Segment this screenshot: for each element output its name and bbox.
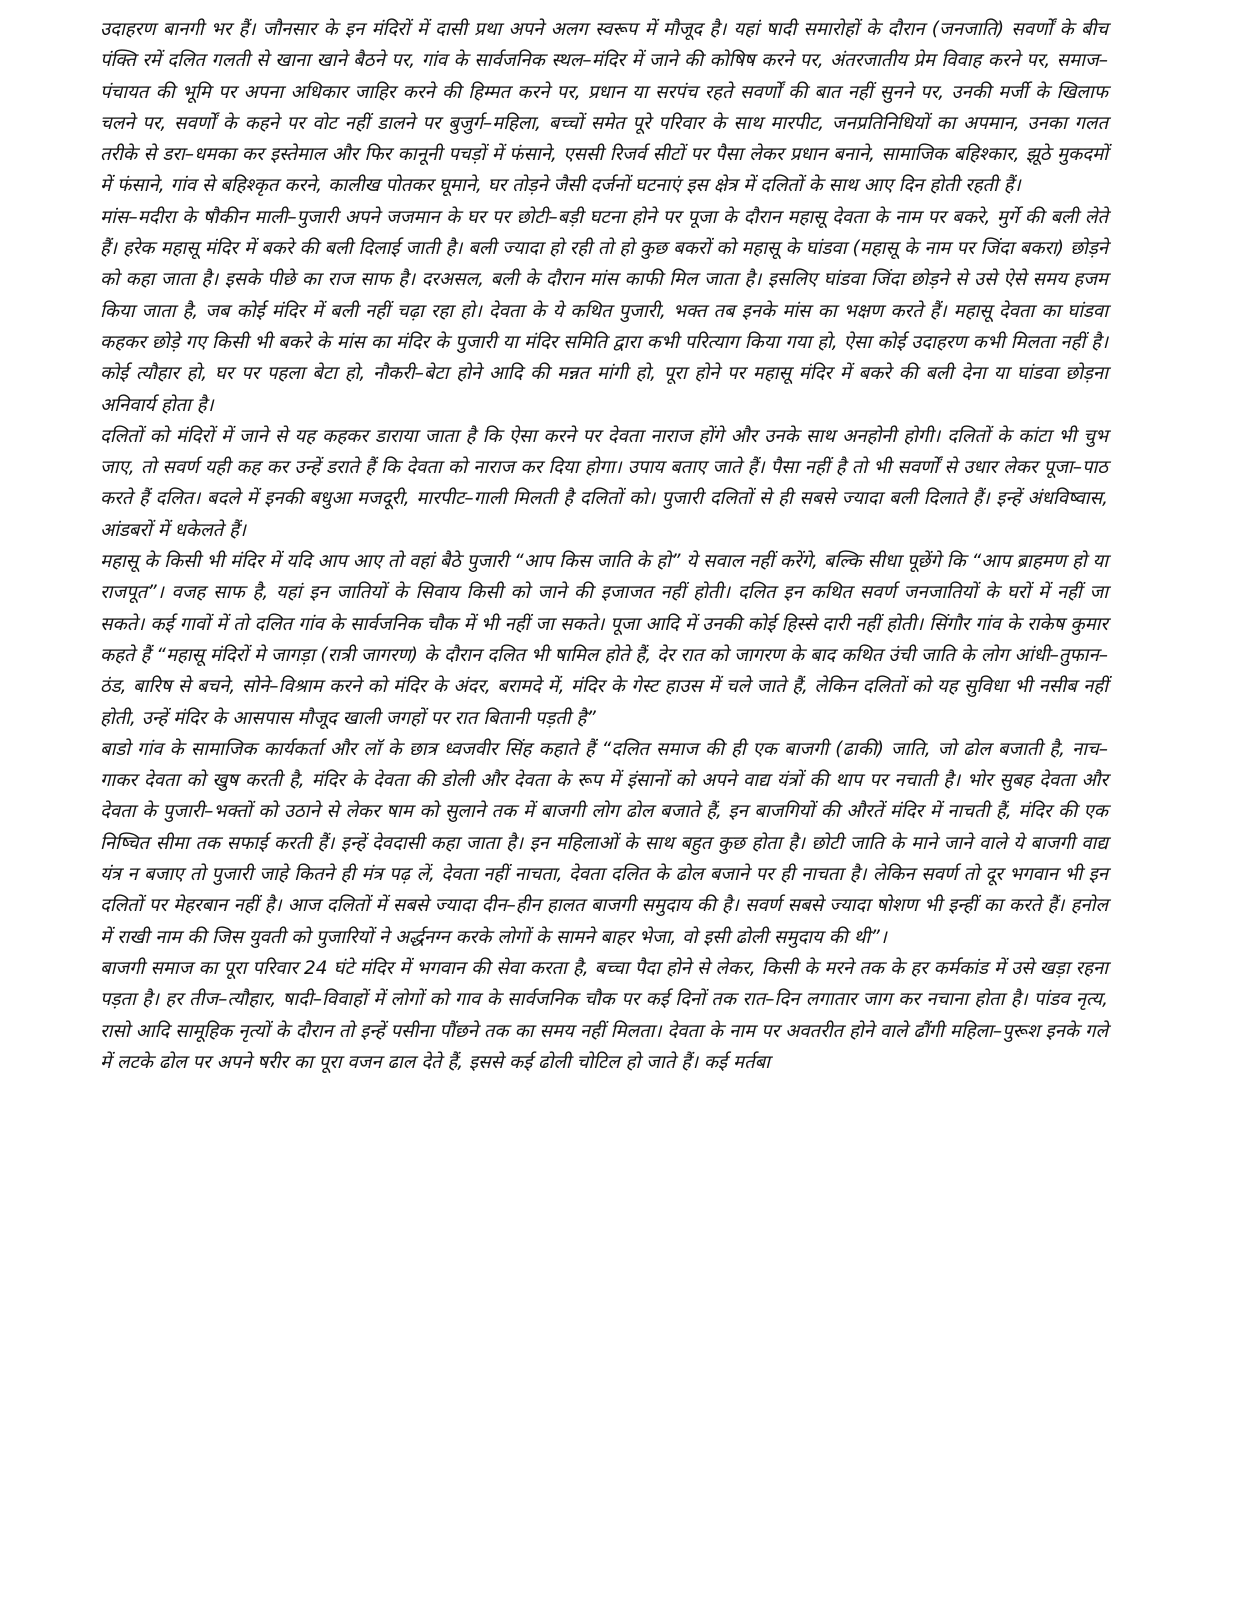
paragraph: दलितों को मंदिरों में जाने से यह कहकर डाराया जाता है कि ऐसा करने पर देवता नाराज होंगे और उनके साथ अनहोनी होगी। दलितों के कांटा भी चुभ जाए, तो सवर्ण यही कह कर उन्हें डराते हैं कि देवता को नाराज कर दिया होगा। उपाय बताए जाते हैं। पैसा नहीं है तो भी सवर्णों से उधार लेकर पूजा–पाठ करते हैं दलित। बदले में इनकी बधुआ मजदूरी, मारपीट–गाली मिलती है दलितों को। पुजारी दलितों से ही सबसे ज्यादा बली दिलाते हैं। इन्हें अंधविष्वास, आंडबरों में धकेलते हैं। <box>100 425 1108 541</box>
paragraph: बाडो गांव के सामाजिक कार्यकर्ता और लॉ के छात्र ध्वजवीर सिंह कहाते हैं “दलित समाज की ही एक बाजगी (ढाकी) जाति, जो ढोल बजाती है, नाच–गाकर देवता को खुष करती है, मंदिर के देवता की डोली और देवता के रूप में इंसानों को अपने वाद्य यंत्रों की थाप पर नचाती है। भोर सुबह देवता और देवता के पुजारी–भक्तों को उठाने से लेकर षाम को सुलाने तक में बाजगी लोग ढोल बजाते हैं, इन बाजगियों की औरतें मंदिर में नाचती हैं, मंदिर की एक निष्चित सीमा तक सफाई करती हैं। इन्हें देवदासी कहा जाता है। इन महिलाओं के साथ बहुत कुछ होता है। छोटी जाति के माने जाने वाले ये बाजगी वाद्य यंत्र न बजाए तो पुजारी जाहे कितने ही मंत्र पढ़ लें, देवता नहीं नाचता, देवता दलित के ढोल बजाने पर ही नाचता है। लेकिन सवर्ण तो दूर भगवान भी इन दलितों पर मेहरबान नहीं है। आज दलितों में सबसे ज्यादा दीन–हीन हालत बाजगी समुदाय की है। सवर्ण सबसे ज्यादा षोशण भी इन्हीं का करते हैं। हनोल में राखी नाम की जिस युवती को पुजारियों ने अर्द्धनग्न करके लोगों के सामने बाहर भेजा, वो इसी ढोली समुदाय की थी”। <box>100 738 1108 948</box>
paragraph: महासू के किसी भी मंदिर में यदि आप आए तो वहां बैठे पुजारी “आप किस जाति के हो” ये सवाल नहीं करेंगे, बल्कि सीधा पूछेंगे कि “आप ब्राहमण हो या राजपूत”। वजह साफ है, यहां इन जातियों के सिवाय किसी को जाने की इजाजत नहीं होती। दलित इन कथित सवर्ण जनजातियों के घरों में नहीं जा सकते। कई गावों में तो दलित गांव के सार्वजनिक चौक में भी नहीं जा सकते। पूजा आदि में उनकी कोई हिस्से दारी नहीं होती। सिंगौर गांव के राकेष कुमार कहते हैं “महासू मंदिरों मे जागड़ा (रात्री जागरण) के दौरान दलित भी षामिल होते हैं, देर रात को जागरण के बाद कथित उंची जाति के लोग आंधी–तुफान–ठंड, बारिष से बचने, सोने–विश्राम करने को मंदिर के अंदर, बरामदे में, मंदिर के गेस्ट हाउस में चले जाते हैं, लेकिन दलितों को यह सुविधा भी नसीब नहीं होती, उन्हें मंदिर के आसपास मौजूद खाली जगहों पर रात बितानी पड़ती है” <box>100 551 1108 729</box>
document-page <box>100 14 1108 1078</box>
paragraph: मांस–मदीरा के षौकीन माली–पुजारी अपने जजमान के घर पर छोटी–बड़ी घटना होने पर पूजा के दौरान महासू देवता के नाम पर बकरे, मुर्गे की बली लेते हैं। हरेक महासू मंदिर में बकरे की बली दिलाई जाती है। बली ज्यादा हो रही तो हो कुछ बकरों को महासू के घांडवा (महासू के नाम पर जिंदा बकरा) छोड़ने को कहा जाता है। इसके पीछे का राज साफ है। दरअसल, बली के दौरान मांस काफी मिल जाता है। इसलिए घांडवा जिंदा छोड़ने से उसे ऐसे समय हजम किया जाता है, जब कोई मंदिर में बली नहीं चढ़ा रहा हो। देवता के ये कथित पुजारी, भक्त तब इनके मांस का भक्षण करते हैं। महासू देवता का घांडवा कहकर छोड़े गए किसी भी बकरे के मांस का मंदिर के पुजारी या मंदिर समिति द्वारा कभी परित्याग किया गया हो, ऐसा कोई उदाहरण कभी मिलता नहीं है। कोई त्यौहार हो, घर पर पहला बेटा हो, नौकरी–बेटा होने आदि की मन्नत मांगी हो, पूरा होने पर महासू मंदिर में बकरे की बली देना या घांडवा छोड़ना अनिवार्य होता है। <box>100 206 1108 416</box>
paragraph: उदाहरण बानगी भर हैं। जौनसार के इन मंदिरों में दासी प्रथा अपने अलग स्वरूप में मौजूद है। यहां षादी समारोहों के दौरान (जनजाति) सवर्णों के बीच पंक्ति रमें दलित गलती से खाना खाने बैठने पर, गांव के सार्वजनिक स्थल–मंदिर में जाने की कोषिष करने पर, अंतरजातीय प्रेम विवाह करने पर, समाज–पंचायत की भूमि पर अपना अधिकार जाहिर करने की हिम्मत करने पर, प्रधान या सरपंच रहते सवर्णों की बात नहीं सुनने पर, उनकी मर्जी के खिलाफ चलने पर, सवर्णों के कहने पर वोट नहीं डालने पर बुजुर्ग–महिला, बच्चों समेत पूरे परिवार के साथ मारपीट, जनप्रतिनिधियों का अपमान, उनका गलत तरीके से डरा–धमका कर इस्तेमाल और फिर कानूनी पचड़ों में फंसाने, एससी रिजर्व सीटों पर पैसा लेकर प्रधान बनाने, सामाजिक बहिश्कार, झूठे मुकदमों में फंसाने, गांव से बहिश्कृत करने, कालीख पोतकर घूमाने, घर तोड़ने जैसी दर्जनों घटनाएं इस क्षेत्र में दलितों के साथ आए दिन होती रहती हैं। <box>100 19 1108 197</box>
paragraph: बाजगी समाज का पूरा परिवार 24 घंटे मंदिर में भगवान की सेवा करता है, बच्चा पैदा होने से लेकर, किसी के मरने तक के हर कर्मकांड में उसे खड़ा रहना पड़ता है। हर तीज–त्यौहार, षादी–विवाहों में लोगों को गाव के सार्वजनिक चौक पर कई दिनों तक रात–दिन लगातार जाग कर नचाना होता है। पांडव नृत्य, रासो आदि सामूहिक नृत्यों के दौरान तो इन्हें पसीना पौंछने तक का समय नहीं मिलता। देवता के नाम पर अवतरीत होने वाले ढौंगी महिला–पुरूश इनके गले में लटके ढोल पर अपने षरीर का पूरा वजन ढाल देते हैं, इससे कई ढोली चोटिल हो जाते हैं। कई मर्तबा <box>100 957 1108 1073</box>
